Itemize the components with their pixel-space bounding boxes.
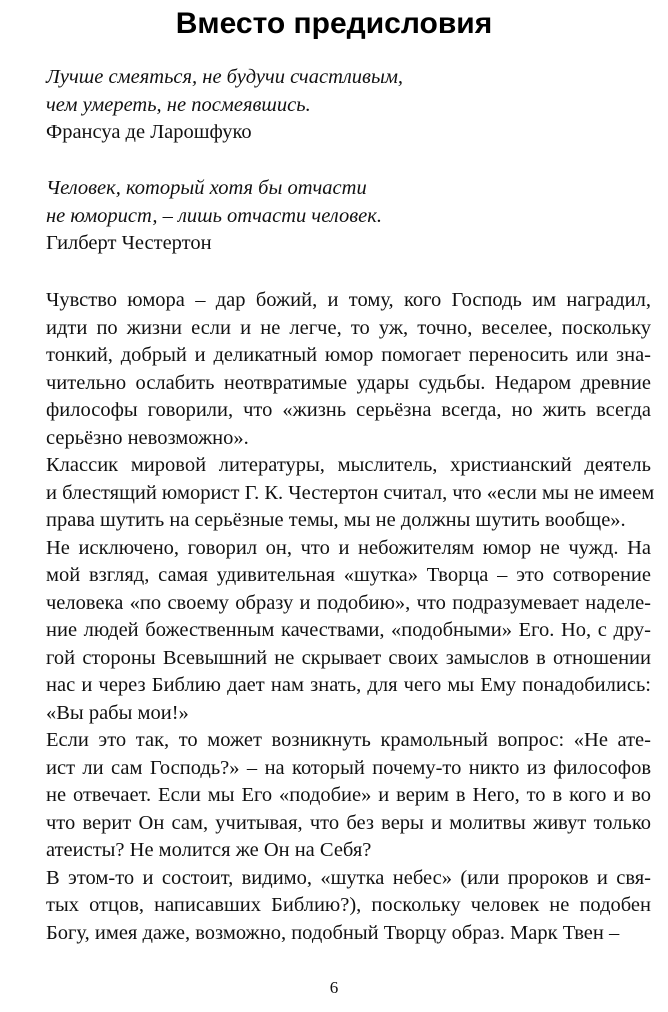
paragraph-line: не отвечает. Если мы Его «подобие» и верим в Него, то в кого и во (46, 784, 651, 806)
paragraph-line: «Вы рабы мои!» (46, 701, 189, 724)
paragraph-line: мой взгляд, самая удивительная «шутка» Творца – это сотворение (46, 564, 651, 586)
epigraph-line: Лучше смеяться, не будучи счастливым, (46, 66, 404, 88)
epigraph-1 (46, 64, 403, 147)
epigraph-line: не юморист, – лишь отчасти человек. (46, 204, 382, 227)
paragraph-line: В этом-то и состоит, видимо, «шутка небес» (или пророков и свя- (46, 866, 651, 889)
paragraph (46, 287, 651, 452)
page-title: Вместо предисловия (175, 7, 493, 40)
paragraph-line: и блестящий юморист Г. К. Честертон считал, что «если мы не имеем (46, 481, 655, 504)
epigraph-line: чем умереть, не посмеявшись. (46, 93, 311, 116)
paragraph-line: серьёзно невозможно». (46, 426, 249, 449)
paragraph-line: тых отцов, написавших Библию?), поскольку человек не подобен (46, 894, 651, 916)
paragraph (46, 727, 651, 865)
paragraph-line: что верит Он сам, учитывая, что без веры и молитвы живут только (46, 811, 651, 834)
paragraph-line: чительно ослабить неотвратимые удары судьбы. Недаром древние (46, 371, 651, 394)
epigraph-author: Франсуа де Ларошфуко (46, 121, 252, 143)
paragraph-line: человека «по своему образу и подобию», что подразумевает наделе- (46, 591, 651, 614)
paragraph-line: ние людей божественным качествами, «подобными» Его. Но, с дру- (46, 619, 651, 641)
paragraph (46, 535, 651, 728)
epigraph-author: Гилберт Честертон (46, 232, 212, 254)
paragraph (46, 865, 651, 948)
paragraph (46, 452, 655, 535)
paragraph-line: Классик мировой литературы, мыслитель, христианский деятель (46, 454, 651, 476)
paragraph-line: нас и через Библию дает нам знать, для чего мы Ему понадобились: (46, 674, 651, 696)
paragraph-line: идти по жизни если и не легче, то уж, точно, веселее, поскольку (46, 316, 651, 339)
paragraph-line: философы говорили, что «жизнь серьёзна всегда, но жить всегда (46, 399, 651, 421)
paragraph-line: атеисты? Не молится же Он на Себя? (46, 839, 372, 861)
page-number: 6 (329, 978, 339, 997)
paragraph-line: ист ли сам Господь?» – на который почему-то никто из философов (46, 756, 651, 779)
paragraph-line: Чувство юмора – дар божий, и тому, кого Господь им наградил, (46, 289, 651, 311)
paragraph-line: Если это так, то может возникнуть крамольный вопрос: «Не ате- (46, 729, 651, 751)
paragraph-line: гой стороны Всевышний не скрывает своих замыслов в отношении (46, 646, 651, 669)
paragraph-line: права шутить на серьёзные темы, мы не должны шутить вообще». (46, 509, 626, 531)
paragraph-line: Богу, имея даже, возможно, подобный Творцу образ. Марк Твен – (46, 921, 620, 944)
paragraph-line: тонкий, добрый и деликатный юмор помогает переносить или зна- (46, 344, 651, 366)
epigraph-2 (46, 175, 382, 258)
paragraph-line: Не исключено, говорил он, что и небожителям юмор не чужд. На (46, 536, 651, 559)
epigraph-line: Человек, который хотя бы отчасти (46, 177, 367, 199)
body-text (46, 287, 655, 947)
